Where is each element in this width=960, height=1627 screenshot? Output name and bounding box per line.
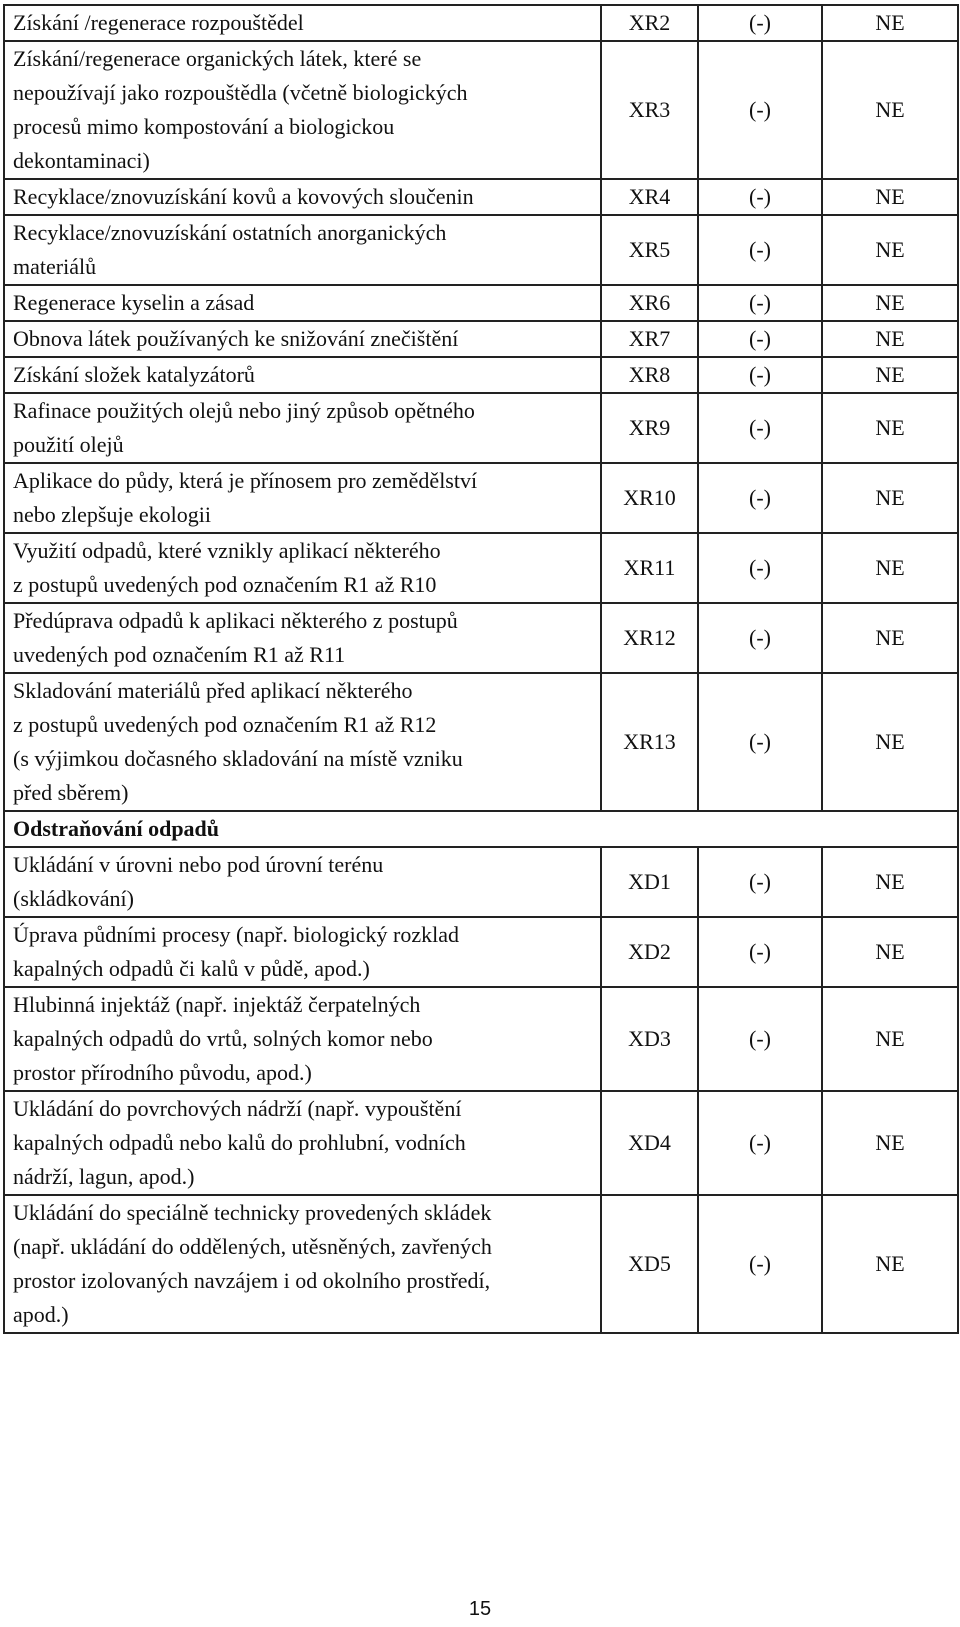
table-row xyxy=(4,357,958,393)
description-line: kapalných odpadů nebo kalů do prohlubní, vodních xyxy=(13,1130,466,1155)
operation-description xyxy=(4,1195,601,1333)
description-line: uvedených pod označením R1 až R11 xyxy=(13,642,346,667)
operation-description xyxy=(4,673,601,811)
table-row xyxy=(4,215,958,285)
table-row xyxy=(4,1195,958,1333)
answer-value: NE xyxy=(822,357,958,393)
operation-code: XR4 xyxy=(601,179,698,215)
section-header-row xyxy=(4,811,958,847)
hazard-marker: (-) xyxy=(698,393,822,463)
operation-code: XR10 xyxy=(601,463,698,533)
operation-description xyxy=(4,603,601,673)
operation-description xyxy=(4,179,601,215)
table-row xyxy=(4,673,958,811)
description-line: kapalných odpadů či kalů v půdě, apod.) xyxy=(13,956,370,981)
answer-value: NE xyxy=(822,179,958,215)
table-row xyxy=(4,321,958,357)
description-line: Ukládání v úrovni nebo pod úrovní terénu xyxy=(13,852,384,877)
operation-description xyxy=(4,847,601,917)
description-line: Využití odpadů, které vznikly aplikací některého xyxy=(13,538,441,563)
operation-code: XR7 xyxy=(601,321,698,357)
answer-value: NE xyxy=(822,393,958,463)
operation-code: XR11 xyxy=(601,533,698,603)
table-row xyxy=(4,917,958,987)
operation-description xyxy=(4,393,601,463)
answer-value: NE xyxy=(822,1091,958,1195)
hazard-marker: (-) xyxy=(698,41,822,179)
table-row xyxy=(4,463,958,533)
operation-description xyxy=(4,533,601,603)
hazard-marker: (-) xyxy=(698,285,822,321)
page-number: 15 xyxy=(468,1598,492,1620)
answer-value: NE xyxy=(822,533,958,603)
description-line: z postupů uvedených pod označením R1 až R12 xyxy=(13,712,437,737)
operation-description xyxy=(4,357,601,393)
table-row xyxy=(4,41,958,179)
operation-description xyxy=(4,285,601,321)
answer-value: NE xyxy=(822,673,958,811)
answer-value: NE xyxy=(822,847,958,917)
answer-value: NE xyxy=(822,5,958,41)
description-line: nádrží, lagun, apod.) xyxy=(13,1164,195,1189)
hazard-marker: (-) xyxy=(698,987,822,1091)
description-line: procesů mimo kompostování a biologickou xyxy=(13,114,395,139)
description-line: použití olejů xyxy=(13,432,124,457)
hazard-marker: (-) xyxy=(698,1195,822,1333)
operation-code: XD2 xyxy=(601,917,698,987)
answer-value: NE xyxy=(822,285,958,321)
operation-code: XD5 xyxy=(601,1195,698,1333)
table-row xyxy=(4,5,958,41)
operation-code: XR2 xyxy=(601,5,698,41)
hazard-marker: (-) xyxy=(698,215,822,285)
description-line: apod.) xyxy=(13,1302,69,1327)
description-line: před sběrem) xyxy=(13,780,129,805)
description-line: Rafinace použitých olejů nebo jiný způsob opětného xyxy=(13,398,475,423)
description-line: nebo zlepšuje ekologii xyxy=(13,502,211,527)
operation-code: XR5 xyxy=(601,215,698,285)
description-line: prostor přírodního původu, apod.) xyxy=(13,1060,312,1085)
hazard-marker: (-) xyxy=(698,603,822,673)
operation-code: XR6 xyxy=(601,285,698,321)
description-line: Recyklace/znovuzískání ostatních anorganických xyxy=(13,220,447,245)
table-row xyxy=(4,533,958,603)
table-row xyxy=(4,179,958,215)
operation-code: XR3 xyxy=(601,41,698,179)
description-line: materiálů xyxy=(13,254,97,279)
answer-value: NE xyxy=(822,463,958,533)
operation-code: XD1 xyxy=(601,847,698,917)
hazard-marker: (-) xyxy=(698,5,822,41)
description-line: prostor izolovaných navzájem i od okolního prostředí, xyxy=(13,1268,491,1293)
description-line: Získání/regenerace organických látek, které se xyxy=(13,46,422,71)
answer-value: NE xyxy=(822,215,958,285)
operation-description xyxy=(4,917,601,987)
answer-value: NE xyxy=(822,987,958,1091)
answer-value: NE xyxy=(822,41,958,179)
table-body xyxy=(4,5,958,1333)
waste-operations-table xyxy=(3,4,959,1334)
hazard-marker: (-) xyxy=(698,1091,822,1195)
operation-description xyxy=(4,987,601,1091)
operation-code: XR9 xyxy=(601,393,698,463)
operation-description xyxy=(4,215,601,285)
hazard-marker: (-) xyxy=(698,463,822,533)
description-line: Získání /regenerace rozpouštědel xyxy=(13,10,304,35)
description-line: Předúprava odpadů k aplikaci některého z postupů xyxy=(13,608,458,633)
description-line: nepoužívají jako rozpouštědla (včetně biologických xyxy=(13,80,468,105)
description-line: Regenerace kyselin a zásad xyxy=(13,290,255,315)
description-line: (s výjimkou dočasného skladování na místě vzniku xyxy=(13,746,463,771)
operation-code: XD3 xyxy=(601,987,698,1091)
answer-value: NE xyxy=(822,1195,958,1333)
hazard-marker: (-) xyxy=(698,179,822,215)
operation-description xyxy=(4,1091,601,1195)
description-line: Obnova látek používaných ke snižování znečištění xyxy=(13,326,459,351)
hazard-marker: (-) xyxy=(698,673,822,811)
description-line: (např. ukládání do oddělených, utěsněných, zavřených xyxy=(13,1234,492,1259)
description-line: Hlubinná injektáž (např. injektáž čerpatelných xyxy=(13,992,421,1017)
table-row xyxy=(4,603,958,673)
hazard-marker: (-) xyxy=(698,321,822,357)
description-line: z postupů uvedených pod označením R1 až R10 xyxy=(13,572,437,597)
operation-code: XR13 xyxy=(601,673,698,811)
hazard-marker: (-) xyxy=(698,533,822,603)
description-line: Ukládání do povrchových nádrží (např. vypouštění xyxy=(13,1096,462,1121)
operation-description xyxy=(4,321,601,357)
operation-code: XR8 xyxy=(601,357,698,393)
table-row xyxy=(4,393,958,463)
description-line: (skládkování) xyxy=(13,886,134,911)
description-line: dekontaminaci) xyxy=(13,148,150,173)
operation-code: XD4 xyxy=(601,1091,698,1195)
answer-value: NE xyxy=(822,321,958,357)
hazard-marker: (-) xyxy=(698,357,822,393)
description-line: Recyklace/znovuzískání kovů a kovových sloučenin xyxy=(13,184,474,209)
description-line: Ukládání do speciálně technicky provedených skládek xyxy=(13,1200,492,1225)
table-row xyxy=(4,1091,958,1195)
description-line: Aplikace do půdy, která je přínosem pro zemědělství xyxy=(13,468,478,493)
operation-description xyxy=(4,5,601,41)
description-line: Skladování materiálů před aplikací některého xyxy=(13,678,413,703)
hazard-marker: (-) xyxy=(698,917,822,987)
operation-code: XR12 xyxy=(601,603,698,673)
section-title: Odstraňování odpadů xyxy=(4,811,958,847)
hazard-marker: (-) xyxy=(698,847,822,917)
table-row xyxy=(4,847,958,917)
table-row xyxy=(4,285,958,321)
description-line: Úprava půdními procesy (např. biologický rozklad xyxy=(13,922,459,947)
description-line: kapalných odpadů do vrtů, solných komor nebo xyxy=(13,1026,433,1051)
operation-description xyxy=(4,41,601,179)
answer-value: NE xyxy=(822,603,958,673)
operation-description xyxy=(4,463,601,533)
table-row xyxy=(4,987,958,1091)
answer-value: NE xyxy=(822,917,958,987)
description-line: Získání složek katalyzátorů xyxy=(13,362,255,387)
